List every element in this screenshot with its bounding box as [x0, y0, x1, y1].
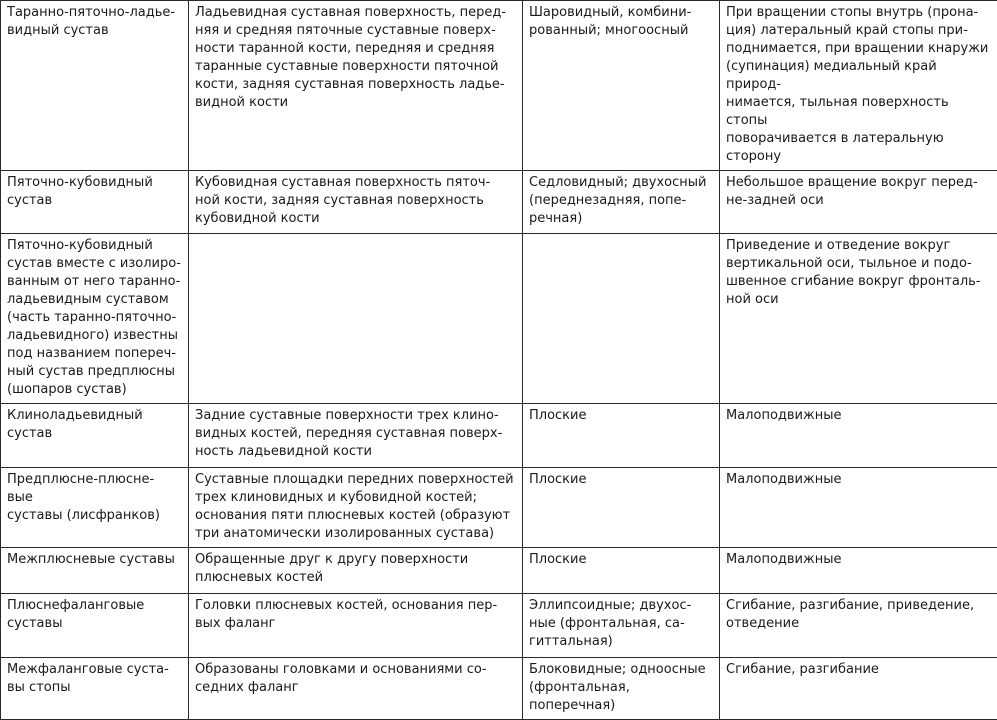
- joint-type-cell: [523, 234, 720, 404]
- joint-name-cell: Клиноладьевидный сустав: [1, 404, 189, 468]
- table-row: [1, 404, 997, 468]
- articular-surfaces-cell: Суставные площадки передних поверхностей трех клиновидных и кубовидной костей; основания пяти плюсневых костей (образуют три анатомически изолированных сустава): [189, 468, 523, 548]
- joint-type-cell: Седловидный; двухосный (переднезадняя, попе- речная): [523, 171, 720, 234]
- joint-type-cell: Эллипсоидные; двухос- ные (фронтальная, са- гиттальная): [523, 594, 720, 658]
- articular-surfaces-cell: Головки плюсневых костей, основания пер- вых фаланг: [189, 594, 523, 658]
- joint-type-cell: Плоские: [523, 468, 720, 548]
- movement-cell: Малоподвижные: [720, 404, 997, 468]
- articular-surfaces-cell: [189, 234, 523, 404]
- articular-surfaces-cell: Образованы головками и основаниями со- седних фаланг: [189, 658, 523, 720]
- joint-name-cell: Пяточно-кубовидный сустав вместе с изолиро- ванным от него таранно- ладьевидным суставом (часть таранно-пяточно- ладьевидного) известны под названием попереч- ный сустав предплюсны (шопаров сустав): [1, 234, 189, 404]
- table-row: [1, 468, 997, 548]
- joint-type-cell: Блоковидные; одноосные (фронтальная, поперечная): [523, 658, 720, 720]
- joint-name-cell: Пяточно-кубовидный сустав: [1, 171, 189, 234]
- table-row: [1, 234, 997, 404]
- movement-cell: При вращении стопы внутрь (прона- ция) латеральный край стопы при- поднимается, при вращении кнаружи (супинация) медиальный край приpод- нимается, тыльная поверхность стопы поворачивается в латеральную сторону: [720, 1, 997, 171]
- articular-surfaces-cell: Задние суставные поверхности трех клино- видных костей, передняя суставная поверх- ность ладьевидной кости: [189, 404, 523, 468]
- movement-cell: Малоподвижные: [720, 468, 997, 548]
- movement-cell: Небольшое вращение вокруг перед- не-задней оси: [720, 171, 997, 234]
- table-row: [1, 171, 997, 234]
- table-row: [1, 1, 997, 171]
- table-row: [1, 594, 997, 658]
- movement-cell: Сгибание, разгибание, приведение, отведение: [720, 594, 997, 658]
- joint-type-cell: Плоские: [523, 404, 720, 468]
- joint-name-cell: Межплюсневые суставы: [1, 548, 189, 594]
- joint-name-cell: Межфаланговые суста- вы стопы: [1, 658, 189, 720]
- table-row: [1, 658, 997, 720]
- movement-cell: Приведение и отведение вокруг вертикальной оси, тыльное и подо- швенное сгибание вокруг фронталь- ной оси: [720, 234, 997, 404]
- articular-surfaces-cell: Обращенные друг к другу поверхности плюсневых костей: [189, 548, 523, 594]
- joint-name-cell: Плюснефаланговые суставы: [1, 594, 189, 658]
- articular-surfaces-cell: Кубовидная суставная поверхность пяточ- ной кости, задняя суставная поверхность кубовидной кости: [189, 171, 523, 234]
- joint-type-cell: Плоские: [523, 548, 720, 594]
- table-row: [1, 548, 997, 594]
- joint-name-cell: Таранно-пяточно-ладье- видный сустав: [1, 1, 189, 171]
- movement-cell: Малоподвижные: [720, 548, 997, 594]
- articular-surfaces-cell: Ладьевидная суставная поверхность, перед- няя и средняя пяточные суставные поверх- ности таранной кости, передняя и средняя таранные суставные поверхности пяточной кости, задняя суставная поверхность ладье- видной кости: [189, 1, 523, 171]
- joint-type-cell: Шаровидный, комбини- рованный; многоосный: [523, 1, 720, 171]
- movement-cell: Сгибание, разгибание: [720, 658, 997, 720]
- joint-name-cell: Предплюсне-плюсне- вые суставы (лисфранков): [1, 468, 189, 548]
